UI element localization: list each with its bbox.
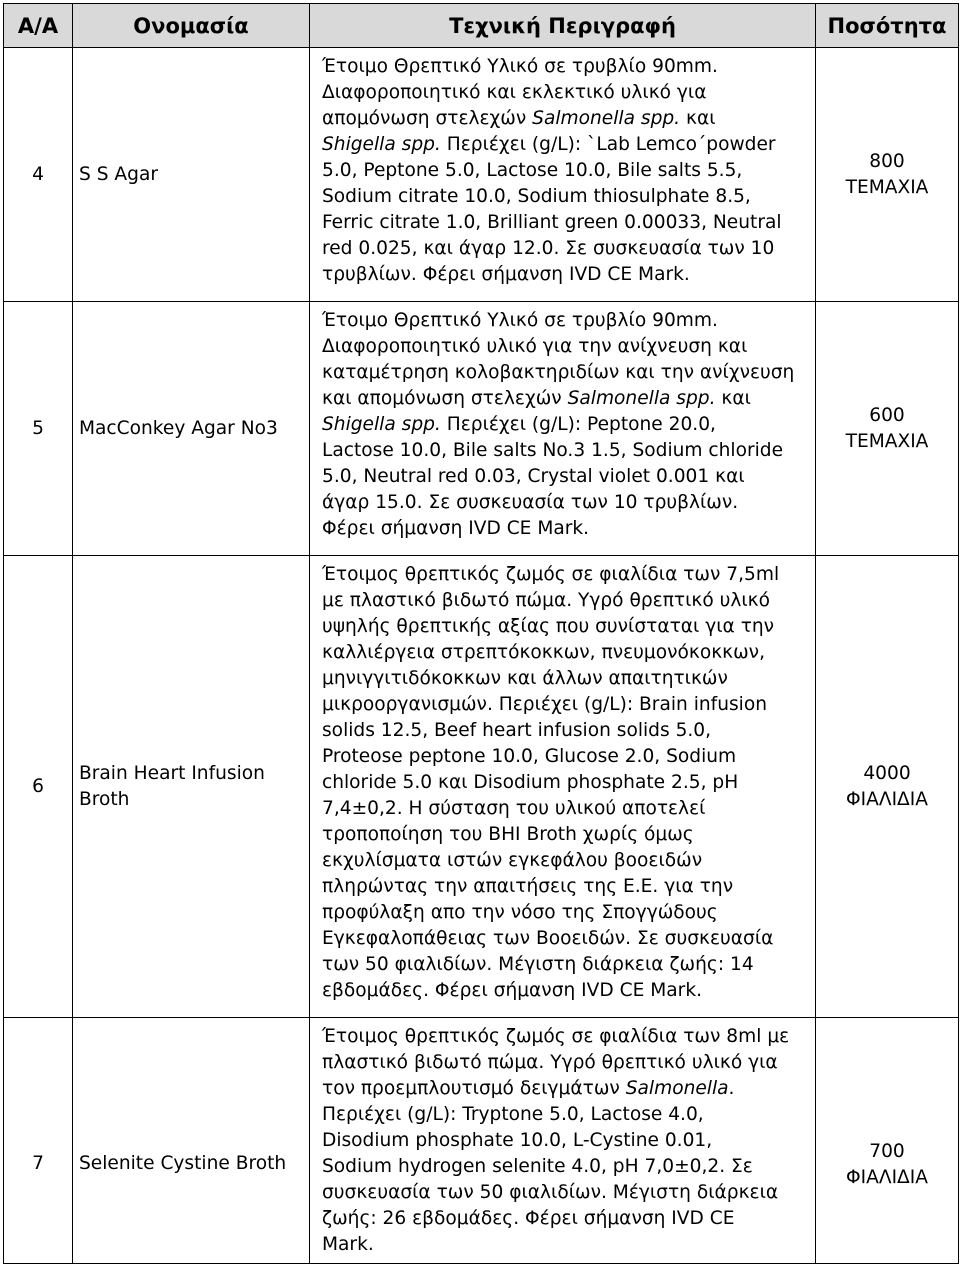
description-line: Lactose 10.0, Bile salts No.3 1.5, Sodium chloride — [322, 440, 784, 461]
description-line: τον προεμπλουτισμό δειγμάτων Salmonella. — [322, 1078, 735, 1099]
description-line: Έτοιμο Θρεπτικό Υλικό σε τρυβλίο 90mm. — [322, 310, 718, 331]
item-quantity — [816, 556, 959, 1018]
item-name — [73, 556, 310, 1018]
description-line: των 50 φιαλιδίων. Μέγιστη διάρκεια ζωής: 14 — [322, 954, 754, 975]
quantity-unit: ΦΙΑΛΙΔΙΑ — [846, 788, 928, 810]
description-line: Έτοιμο Θρεπτικό Υλικό σε τρυβλίο 90mm. — [322, 56, 718, 77]
header-name: Ονομασία — [73, 4, 310, 48]
header-aa: Α/Α — [4, 4, 73, 48]
description-line: ζωής: 26 εβδομάδες. Φέρει σήμανση IVD CE — [322, 1208, 735, 1229]
item-quantity — [816, 1018, 959, 1264]
description-line: καλλιέργεια στρεπτόκοκκων, πνευμονόκοκκων, — [322, 642, 765, 663]
description-line: Shigella spp. Περιέχει (g/L): Peptone 20.0, — [322, 414, 716, 435]
description-line: άγαρ 15.0. Σε συσκευασία των 10 τρυβλίων. — [322, 492, 739, 513]
description-line: μικροοργανισμών. Περιέχει (g/L): Brain infusion — [322, 694, 767, 715]
description-line: Διαφοροποιητικό και εκλεκτικό υλικό για — [322, 82, 707, 103]
row-number: 4 — [4, 48, 73, 302]
quantity-unit: ΤΕΜΑΧΙΑ — [845, 430, 929, 452]
quantity-number: 600 — [869, 404, 905, 426]
description-line: Mark. — [322, 1234, 374, 1255]
description-line: Έτοιμος θρεπτικός ζωμός σε φιαλίδια των 8ml με — [322, 1026, 790, 1047]
description-line: πλαστικό βιδωτό πώμα. Υγρό θρεπτικό υλικό για — [322, 1052, 778, 1073]
table-row — [4, 48, 959, 302]
description-line: Disodium phosphate 10.0, L-Cystine 0.01, — [322, 1130, 713, 1151]
description-line: Sodium hydrogen selenite 4.0, pH 7,0±0,2. Σε — [322, 1156, 753, 1177]
item-name: Selenite Cystine Broth — [73, 1018, 310, 1264]
quantity-unit: ΦΙΑΛΙΔΙΑ — [846, 1167, 928, 1188]
description-line: τρυβλίων. Φέρει σήμανση IVD CE Mark. — [322, 264, 690, 285]
table-row — [4, 302, 959, 556]
item-name: MacConkey Agar No3 — [73, 302, 310, 556]
header-description: Τεχνική Περιγραφή — [310, 4, 816, 48]
item-description — [310, 556, 816, 1018]
quantity-number: 800 — [869, 150, 905, 172]
description-line: Sodium citrate 10.0, Sodium thiosulphate 8.5, — [322, 186, 751, 207]
description-line: red 0.025, και άγαρ 12.0. Σε συσκευασία των 10 — [322, 238, 775, 259]
materials-table — [3, 3, 959, 1264]
description-line: 5.0, Peptone 5.0, Lactose 10.0, Bile salts 5.5, — [322, 160, 743, 181]
header-row — [4, 4, 959, 48]
description-line: Εγκεφαλοπάθειας των Βοοειδών. Σε συσκευασία — [322, 928, 774, 949]
item-description — [310, 1018, 816, 1264]
description-line: τροποποίηση του BHI Broth χωρίς όμως — [322, 824, 694, 845]
description-line: Shigella spp. Περιέχει (g/L): `Lab Lemco΄powder — [322, 134, 776, 155]
quantity-number: 4000 — [863, 762, 911, 784]
description-line: Φέρει σήμανση IVD CE Mark. — [322, 518, 590, 539]
row-number: 5 — [4, 302, 73, 556]
description-line: μηνιγγιτιδόκοκκων και άλλων απαιτητικών — [322, 668, 728, 689]
description-line: και απομόνωση στελεχών Salmonella spp. και — [322, 388, 751, 409]
item-name: S S Agar — [73, 48, 310, 302]
description-line: με πλαστικό βιδωτό πώμα. Υγρό θρεπτικό υλικό — [322, 590, 771, 611]
description-line: Proteose peptone 10.0, Glucose 2.0, Sodium — [322, 746, 737, 767]
item-name-line: Broth — [79, 788, 130, 810]
description-line: chloride 5.0 και Disodium phosphate 2.5, pH — [322, 772, 739, 793]
row-number: 6 — [4, 556, 73, 1018]
description-line: συσκευασία των 50 φιαλιδίων. Μέγιστη διάρκεια — [322, 1182, 779, 1203]
description-line: 7,4±0,2. Η σύσταση του υλικού αποτελεί — [322, 798, 706, 819]
description-line: Περιέχει (g/L): Tryptone 5.0, Lactose 4.0, — [322, 1104, 704, 1125]
item-quantity — [816, 48, 959, 302]
item-description — [310, 48, 816, 302]
header-quantity: Ποσότητα — [816, 4, 959, 48]
description-line: καταμέτρηση κολοβακτηριδίων και την ανίχνευση — [322, 362, 795, 383]
description-line: πληρώντας την απαιτήσεις της Ε.Ε. για την — [322, 876, 734, 897]
table-row — [4, 556, 959, 1018]
description-line: Έτοιμος θρεπτικός ζωμός σε φιαλίδια των 7,5ml — [322, 564, 780, 585]
item-description — [310, 302, 816, 556]
table-row — [4, 1018, 959, 1264]
description-line: solids 12.5, Beef heart infusion solids 5.0, — [322, 720, 712, 741]
item-quantity — [816, 302, 959, 556]
description-line: απομόνωση στελεχών Salmonella spp. και — [322, 108, 716, 129]
description-line: προφύλαξη απο την νόσο της Σπογγώδους — [322, 902, 718, 923]
description-line: 5.0, Neutral red 0.03, Crystal violet 0.001 και — [322, 466, 745, 487]
description-line: εκχυλίσματα ιστών εγκεφάλου βοοειδών — [322, 850, 703, 871]
description-line: Ferric citrate 1.0, Brilliant green 0.00033, Neutral — [322, 212, 782, 233]
description-line: Διαφοροποιητικό υλικό για την ανίχνευση και — [322, 336, 748, 357]
row-number: 7 — [4, 1018, 73, 1264]
description-line: υψηλής θρεπτικής αξίας που συνίσταται για την — [322, 616, 775, 637]
quantity-unit: ΤΕΜΑΧΙΑ — [845, 176, 929, 198]
item-name-line: Brain Heart Infusion — [79, 762, 265, 784]
quantity-number: 700 — [869, 1141, 905, 1162]
description-line: εβδομάδες. Φέρει σήμανση IVD CE Mark. — [322, 980, 703, 1001]
